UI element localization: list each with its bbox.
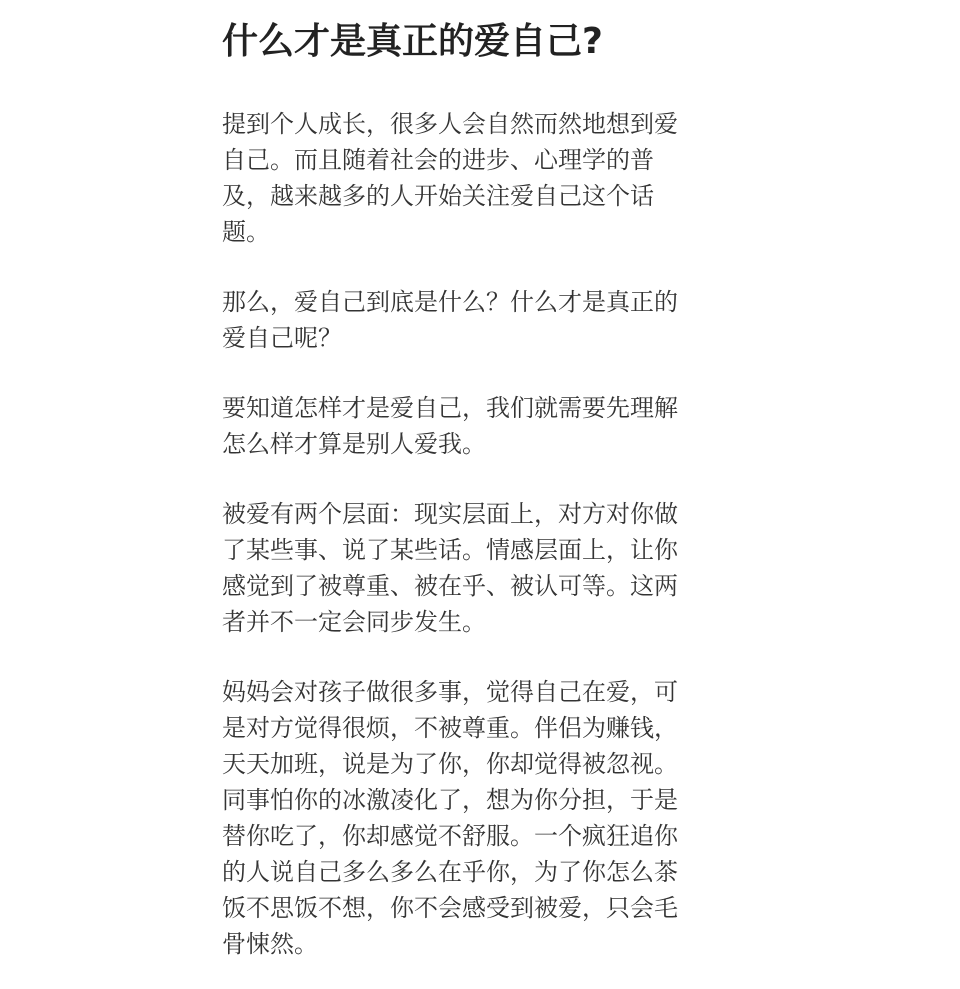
paragraph-3	[222, 390, 722, 462]
paragraph-line: 饭不思饭不想，你不会感受到被爱，只会毛	[222, 894, 678, 922]
paragraph-line: 天天加班，说是为了你，你却觉得被忽视。	[222, 750, 678, 778]
paragraph-line: 的人说自己多么多么在乎你，为了你怎么茶	[222, 858, 678, 886]
paragraph-4	[222, 496, 722, 640]
paragraph-line: 那么，爱自己到底是什么？什么才是真正的	[222, 288, 678, 316]
paragraph-2	[222, 284, 722, 356]
paragraph-line: 妈妈会对孩子做很多事，觉得自己在爱，可	[222, 678, 678, 706]
paragraph-1	[222, 106, 722, 250]
article	[222, 0, 722, 962]
paragraph-line: 者并不一定会同步发生。	[222, 608, 486, 636]
paragraph-line: 感觉到了被尊重、被在乎、被认可等。这两	[222, 572, 678, 600]
paragraph-line: 及，越来越多的人开始关注爱自己这个话	[222, 182, 654, 210]
paragraph-line: 提到个人成长，很多人会自然而然地想到爱	[222, 110, 678, 138]
paragraph-line: 是对方觉得很烦，不被尊重。伴侣为赚钱，	[222, 714, 678, 742]
paragraph-line: 替你吃了，你却感觉不舒服。一个疯狂追你	[222, 822, 678, 850]
paragraph-line: 自己。而且随着社会的进步、心理学的普	[222, 146, 654, 174]
paragraph-line: 骨悚然。	[222, 930, 318, 958]
paragraph-line: 题。	[222, 218, 270, 246]
article-title: 什么才是真正的爱自己?	[222, 21, 603, 62]
paragraph-line: 了某些事、说了某些话。情感层面上，让你	[222, 536, 678, 564]
paragraph-5	[222, 674, 722, 962]
paragraph-line: 爱自己呢？	[222, 324, 342, 352]
paragraph-line: 同事怕你的冰激凌化了，想为你分担，于是	[222, 786, 678, 814]
paragraph-line: 要知道怎样才是爱自己，我们就需要先理解	[222, 394, 678, 422]
paragraph-line: 被爱有两个层面：现实层面上，对方对你做	[222, 500, 678, 528]
paragraph-line: 怎么样才算是别人爱我。	[222, 430, 486, 458]
